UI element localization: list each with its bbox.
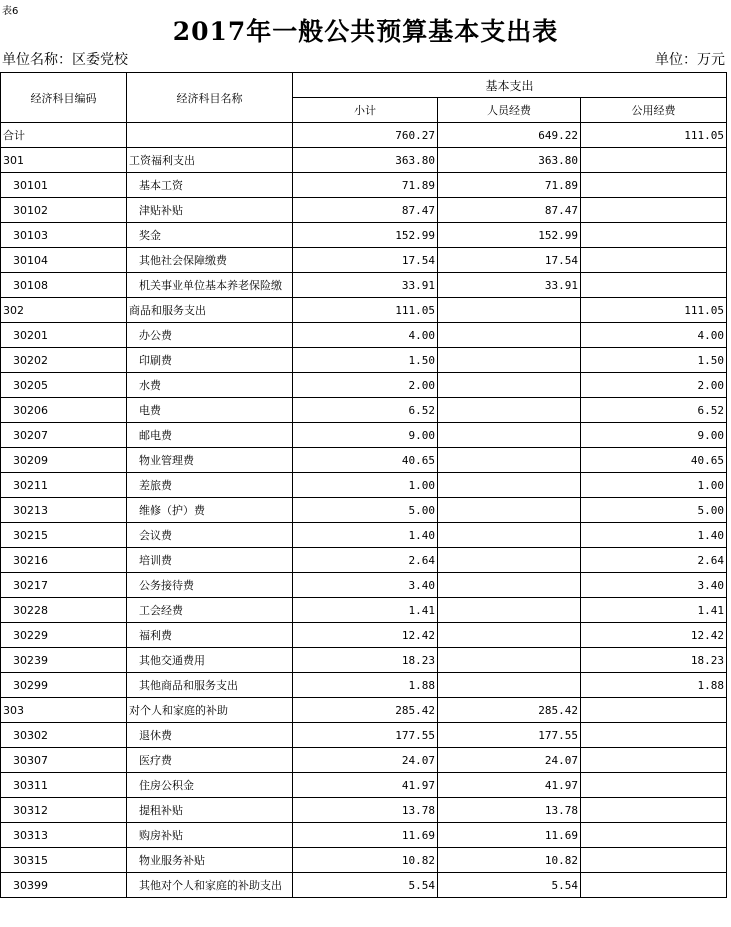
cell-subtotal: 363.80: [293, 148, 438, 173]
cell-subtotal: 5.54: [293, 873, 438, 898]
cell-public: 1.40: [581, 523, 727, 548]
cell-name: 水费: [127, 373, 293, 398]
cell-subtotal: 3.40: [293, 573, 438, 598]
cell-public: [581, 273, 727, 298]
cell-code: 30202: [1, 348, 127, 373]
cell-subtotal: 41.97: [293, 773, 438, 798]
cell-personnel: 5.54: [438, 873, 581, 898]
cell-personnel: 33.91: [438, 273, 581, 298]
cell-subtotal: 2.00: [293, 373, 438, 398]
cell-name: 对个人和家庭的补助: [127, 698, 293, 723]
header-subtotal: 小计: [293, 98, 438, 123]
table-body: [1, 123, 727, 898]
table-row: [1, 548, 727, 573]
cell-subtotal: 9.00: [293, 423, 438, 448]
cell-public: 1.50: [581, 348, 727, 373]
cell-subtotal: 87.47: [293, 198, 438, 223]
cell-public: [581, 723, 727, 748]
cell-public: 1.00: [581, 473, 727, 498]
cell-name: 购房补贴: [127, 823, 293, 848]
cell-code: 301: [1, 148, 127, 173]
cell-personnel: [438, 573, 581, 598]
cell-personnel: 41.97: [438, 773, 581, 798]
cell-personnel: [438, 423, 581, 448]
cell-personnel: [438, 473, 581, 498]
header-personnel: 人员经费: [438, 98, 581, 123]
cell-name: 医疗费: [127, 748, 293, 773]
table-header: [1, 73, 727, 123]
cell-public: [581, 798, 727, 823]
cell-personnel: 71.89: [438, 173, 581, 198]
cell-name: 培训费: [127, 548, 293, 573]
cell-code: 30239: [1, 648, 127, 673]
cell-public: [581, 248, 727, 273]
cell-code: 30209: [1, 448, 127, 473]
cell-personnel: 17.54: [438, 248, 581, 273]
cell-subtotal: 1.40: [293, 523, 438, 548]
cell-name: 邮电费: [127, 423, 293, 448]
cell-public: [581, 873, 727, 898]
cell-code: 合计: [1, 123, 127, 148]
cell-code: 30217: [1, 573, 127, 598]
cell-personnel: [438, 673, 581, 698]
cell-subtotal: 177.55: [293, 723, 438, 748]
cell-name: 电费: [127, 398, 293, 423]
cell-code: 30312: [1, 798, 127, 823]
table-row: [1, 748, 727, 773]
cell-subtotal: 1.41: [293, 598, 438, 623]
cell-name: 工会经费: [127, 598, 293, 623]
cell-name: 福利费: [127, 623, 293, 648]
cell-subtotal: 285.42: [293, 698, 438, 723]
table-row: [1, 848, 727, 873]
cell-subtotal: 1.88: [293, 673, 438, 698]
cell-subtotal: 11.69: [293, 823, 438, 848]
cell-public: 12.42: [581, 623, 727, 648]
cell-name: 奖金: [127, 223, 293, 248]
cell-subtotal: 5.00: [293, 498, 438, 523]
cell-code: 30228: [1, 598, 127, 623]
cell-personnel: 11.69: [438, 823, 581, 848]
cell-name: 物业管理费: [127, 448, 293, 473]
cell-code: 30101: [1, 173, 127, 198]
cell-public: 6.52: [581, 398, 727, 423]
cell-public: [581, 748, 727, 773]
cell-name: 办公费: [127, 323, 293, 348]
cell-code: 30102: [1, 198, 127, 223]
header-basic-expenditure: 基本支出: [293, 73, 727, 98]
cell-personnel: 363.80: [438, 148, 581, 173]
cell-public: 2.64: [581, 548, 727, 573]
table-row: [1, 348, 727, 373]
table-row: [1, 273, 727, 298]
table-row: [1, 398, 727, 423]
cell-public: 4.00: [581, 323, 727, 348]
cell-name: 物业服务补贴: [127, 848, 293, 873]
cell-personnel: 24.07: [438, 748, 581, 773]
cell-public: [581, 223, 727, 248]
cell-subtotal: 24.07: [293, 748, 438, 773]
cell-name: [127, 123, 293, 148]
table-row: [1, 698, 727, 723]
table-row: [1, 123, 727, 148]
cell-code: 30229: [1, 623, 127, 648]
cell-public: 5.00: [581, 498, 727, 523]
cell-personnel: 87.47: [438, 198, 581, 223]
cell-code: 30206: [1, 398, 127, 423]
cell-subtotal: 33.91: [293, 273, 438, 298]
cell-personnel: [438, 323, 581, 348]
cell-code: 30207: [1, 423, 127, 448]
unit-name: 单位名称：区委党校: [2, 52, 128, 68]
cell-code: 30211: [1, 473, 127, 498]
cell-personnel: 152.99: [438, 223, 581, 248]
cell-name: 退休费: [127, 723, 293, 748]
table-row: [1, 773, 727, 798]
table-row: [1, 648, 727, 673]
cell-public: 2.00: [581, 373, 727, 398]
cell-personnel: [438, 548, 581, 573]
cell-name: 津贴补贴: [127, 198, 293, 223]
table-row: [1, 248, 727, 273]
table-row: [1, 798, 727, 823]
cell-subtotal: 6.52: [293, 398, 438, 423]
cell-personnel: [438, 623, 581, 648]
cell-code: 303: [1, 698, 127, 723]
cell-code: 30307: [1, 748, 127, 773]
header-code: 经济科目编码: [1, 73, 127, 123]
cell-public: 1.88: [581, 673, 727, 698]
table-row: [1, 498, 727, 523]
cell-name: 公务接待费: [127, 573, 293, 598]
cell-personnel: [438, 523, 581, 548]
cell-personnel: 10.82: [438, 848, 581, 873]
cell-public: [581, 848, 727, 873]
table-row: [1, 623, 727, 648]
header-name: 经济科目名称: [127, 73, 293, 123]
cell-name: 其他商品和服务支出: [127, 673, 293, 698]
table-row: [1, 448, 727, 473]
cell-name: 会议费: [127, 523, 293, 548]
cell-subtotal: 760.27: [293, 123, 438, 148]
cell-public: 9.00: [581, 423, 727, 448]
cell-subtotal: 2.64: [293, 548, 438, 573]
cell-subtotal: 12.42: [293, 623, 438, 648]
cell-code: 30311: [1, 773, 127, 798]
cell-code: 30215: [1, 523, 127, 548]
cell-subtotal: 152.99: [293, 223, 438, 248]
cell-subtotal: 111.05: [293, 298, 438, 323]
cell-subtotal: 10.82: [293, 848, 438, 873]
cell-personnel: [438, 598, 581, 623]
table-row: [1, 173, 727, 198]
cell-public: [581, 698, 727, 723]
table-row: [1, 673, 727, 698]
cell-code: 30299: [1, 673, 127, 698]
cell-name: 其他交通费用: [127, 648, 293, 673]
table-row: [1, 823, 727, 848]
cell-code: 30205: [1, 373, 127, 398]
cell-name: 其他对个人和家庭的补助支出: [127, 873, 293, 898]
cell-name: 维修（护）费: [127, 498, 293, 523]
cell-personnel: [438, 373, 581, 398]
cell-public: 18.23: [581, 648, 727, 673]
table-row: [1, 473, 727, 498]
cell-code: 30302: [1, 723, 127, 748]
cell-subtotal: 1.00: [293, 473, 438, 498]
cell-name: 机关事业单位基本养老保险缴: [127, 273, 293, 298]
cell-public: 1.41: [581, 598, 727, 623]
cell-code: 30216: [1, 548, 127, 573]
cell-public: 111.05: [581, 123, 727, 148]
cell-public: 111.05: [581, 298, 727, 323]
cell-code: 30201: [1, 323, 127, 348]
cell-name: 其他社会保障缴费: [127, 248, 293, 273]
cell-code: 30104: [1, 248, 127, 273]
table-row: [1, 373, 727, 398]
cell-subtotal: 71.89: [293, 173, 438, 198]
cell-subtotal: 40.65: [293, 448, 438, 473]
cell-code: 30108: [1, 273, 127, 298]
table-row: [1, 573, 727, 598]
cell-public: 40.65: [581, 448, 727, 473]
cell-name: 提租补贴: [127, 798, 293, 823]
cell-subtotal: 13.78: [293, 798, 438, 823]
cell-name: 住房公积金: [127, 773, 293, 798]
cell-public: [581, 173, 727, 198]
cell-name: 商品和服务支出: [127, 298, 293, 323]
currency-unit: 单位：万元: [655, 52, 725, 68]
cell-personnel: [438, 648, 581, 673]
page-title: 2017年一般公共预算基本支出表: [172, 17, 559, 46]
cell-subtotal: 1.50: [293, 348, 438, 373]
cell-public: [581, 773, 727, 798]
table-label: 表6: [2, 6, 19, 17]
header-public: 公用经费: [581, 98, 727, 123]
cell-code: 30399: [1, 873, 127, 898]
cell-personnel: 285.42: [438, 698, 581, 723]
cell-subtotal: 17.54: [293, 248, 438, 273]
cell-name: 差旅费: [127, 473, 293, 498]
cell-personnel: [438, 348, 581, 373]
cell-code: 30315: [1, 848, 127, 873]
cell-public: [581, 198, 727, 223]
cell-subtotal: 18.23: [293, 648, 438, 673]
cell-public: [581, 148, 727, 173]
table-row: [1, 873, 727, 898]
cell-public: [581, 823, 727, 848]
cell-public: 3.40: [581, 573, 727, 598]
table-row: [1, 323, 727, 348]
cell-subtotal: 4.00: [293, 323, 438, 348]
table-row: [1, 198, 727, 223]
cell-personnel: [438, 498, 581, 523]
cell-name: 印刷费: [127, 348, 293, 373]
cell-personnel: [438, 298, 581, 323]
cell-personnel: 649.22: [438, 123, 581, 148]
cell-personnel: [438, 448, 581, 473]
table-row: [1, 423, 727, 448]
cell-code: 302: [1, 298, 127, 323]
table-row: [1, 298, 727, 323]
cell-code: 30313: [1, 823, 127, 848]
cell-personnel: [438, 398, 581, 423]
table-row: [1, 598, 727, 623]
cell-personnel: 13.78: [438, 798, 581, 823]
table-row: [1, 723, 727, 748]
cell-name: 基本工资: [127, 173, 293, 198]
table-row: [1, 523, 727, 548]
budget-table: [0, 72, 727, 898]
cell-personnel: 177.55: [438, 723, 581, 748]
table-row: [1, 223, 727, 248]
table-row: [1, 148, 727, 173]
cell-code: 30213: [1, 498, 127, 523]
cell-name: 工资福利支出: [127, 148, 293, 173]
cell-code: 30103: [1, 223, 127, 248]
